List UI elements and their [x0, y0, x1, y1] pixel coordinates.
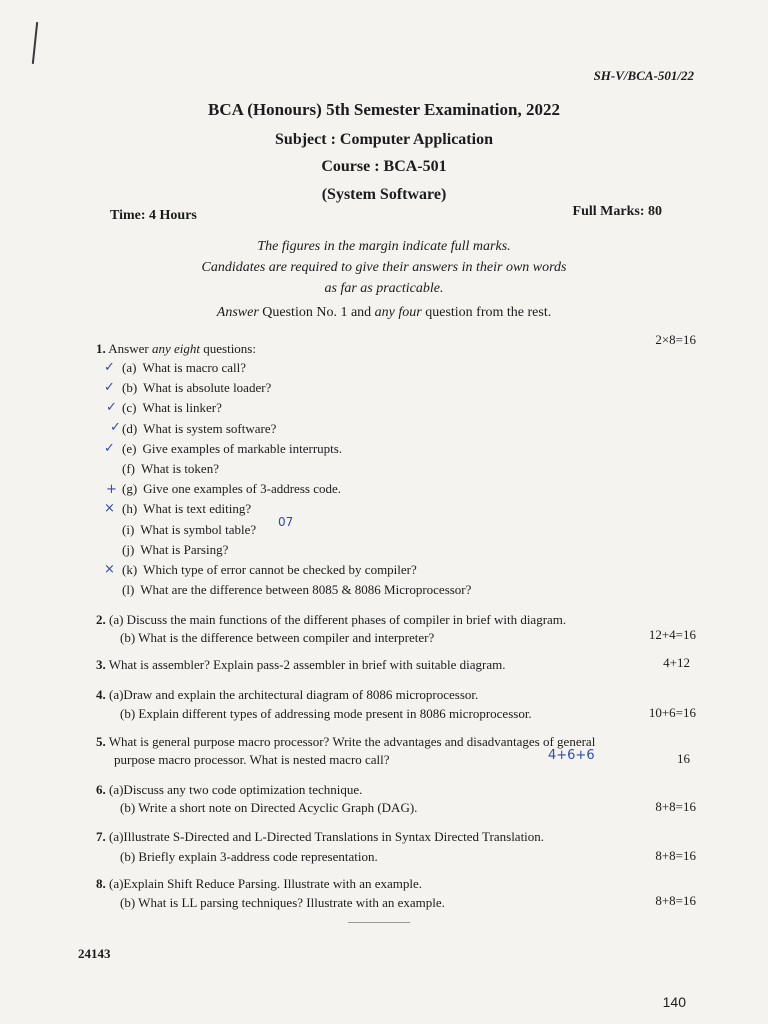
- part-text: What is token?: [141, 461, 219, 476]
- question-5-line-1: 5. What is general purpose macro processor? Write the advantages and disadvantages of general: [96, 734, 596, 749]
- question-1-part: [122, 582, 471, 598]
- question-1-part: [122, 542, 228, 558]
- paper-code: SH-V/BCA-501/22: [593, 68, 694, 83]
- question-1-marks: 2×8=16: [655, 332, 696, 347]
- question-2-part-a: 2. (a) Discuss the main functions of the different phases of compiler in brief with diagram.: [96, 612, 567, 627]
- time-allowed: Time: 4 Hours: [110, 208, 197, 223]
- part-text: What is system software?: [143, 420, 277, 436]
- question-7-marks: 8+8=16: [655, 848, 696, 863]
- part-label: (c): [122, 400, 137, 416]
- question-8-marks: 8+8=16: [655, 893, 696, 908]
- question-1-part: [122, 421, 276, 437]
- question-4-part-a: 4. (a)Draw and explain the architectural diagram of 8086 microprocessor.: [96, 687, 479, 702]
- question-7-part-a: 7. (a)Illustrate S-Directed and L-Directed Translations in Syntax Directed Translation.: [96, 829, 545, 844]
- question-5-marks: 16: [677, 751, 690, 766]
- part-label: (e): [122, 440, 137, 456]
- part-label: (j): [122, 541, 135, 557]
- question-6-marks: 8+8=16: [655, 799, 696, 814]
- part-text: Give examples of markable interrupts.: [142, 440, 343, 456]
- part-text: Give one examples of 3-address code.: [143, 481, 341, 497]
- question-2-marks: 12+4=16: [648, 627, 696, 642]
- part-text: What is absolute loader?: [143, 380, 272, 396]
- part-text: What is macro call?: [142, 360, 247, 375]
- part-label: (g): [122, 481, 138, 497]
- page-number: 140: [662, 994, 686, 1010]
- part-text: What is text editing?: [143, 501, 252, 517]
- footer-code: 24143: [78, 946, 111, 961]
- part-text: What is linker?: [142, 400, 222, 416]
- part-label: (a): [122, 360, 137, 375]
- pen-stroke-mark: [32, 22, 38, 64]
- end-rule: [348, 922, 410, 923]
- question-1-part: [122, 461, 219, 477]
- question-1-part: [122, 501, 251, 517]
- question-3-marks: 4+12: [663, 655, 690, 670]
- part-text: What is Parsing?: [140, 541, 229, 557]
- question-4-part-b: (b) Explain different types of addressing mode present in 8086 microprocessor.: [120, 706, 532, 721]
- question-1-part: [122, 441, 342, 457]
- part-label: (k): [122, 562, 138, 577]
- handwritten-marks-q5: 4+6+6: [548, 748, 595, 763]
- part-label: (l): [122, 582, 135, 598]
- question-1-part: [122, 481, 341, 497]
- instruction-line-3: as far as practicable.: [324, 281, 444, 296]
- part-text: What is symbol table?: [140, 521, 257, 537]
- instruction-line-2: Candidates are required to give their answers in their own words: [201, 260, 567, 275]
- exam-title: BCA (Honours) 5th Semester Examination, 2022: [208, 100, 560, 119]
- question-1-part: [122, 360, 246, 376]
- part-text: Which type of error cannot be checked by compiler?: [143, 562, 417, 577]
- question-2-part-b: (b) What is the difference between compiler and interpreter?: [120, 630, 435, 645]
- question-6-part-a: 6. (a)Discuss any two code optimization technique.: [96, 782, 363, 797]
- question-1-part: [122, 380, 271, 396]
- question-1: 1. Answer any eight questions:: [96, 341, 256, 356]
- course-line: Course : BCA-501: [321, 158, 447, 175]
- question-1-part: [122, 522, 256, 538]
- part-label: (f): [122, 461, 135, 476]
- paper-name: (System Software): [321, 186, 447, 203]
- question-1-part: [122, 562, 417, 578]
- answer-instruction: Answer Question No. 1 and any four question from the rest.: [216, 305, 552, 320]
- part-text: What are the difference between 8085 & 8086 Microprocessor?: [140, 582, 472, 598]
- question-7-part-b: (b) Briefly explain 3-address code representation.: [120, 849, 378, 864]
- question-3: 3. What is assembler? Explain pass-2 assembler in brief with suitable diagram.: [96, 657, 506, 672]
- handwritten-note-q1i: 07: [278, 515, 294, 529]
- part-label: (b): [122, 380, 138, 396]
- subject-line: Subject : Computer Application: [275, 131, 493, 148]
- part-label: (i): [122, 521, 135, 537]
- part-label: (h): [122, 501, 138, 517]
- question-6-part-b: (b) Write a short note on Directed Acyclic Graph (DAG).: [120, 800, 418, 815]
- full-marks: Full Marks: 80: [572, 204, 662, 219]
- question-4-marks: 10+6=16: [648, 705, 696, 720]
- question-8-part-a: 8. (a)Explain Shift Reduce Parsing. Illustrate with an example.: [96, 876, 422, 891]
- instruction-line-1: The figures in the margin indicate full marks.: [257, 239, 511, 254]
- part-label: (d): [122, 420, 138, 436]
- question-8-part-b: (b) What is LL parsing techniques? Illustrate with an example.: [120, 895, 445, 910]
- question-1-part: [122, 400, 222, 416]
- question-5-line-2: purpose macro processor. What is nested macro call?: [114, 752, 390, 767]
